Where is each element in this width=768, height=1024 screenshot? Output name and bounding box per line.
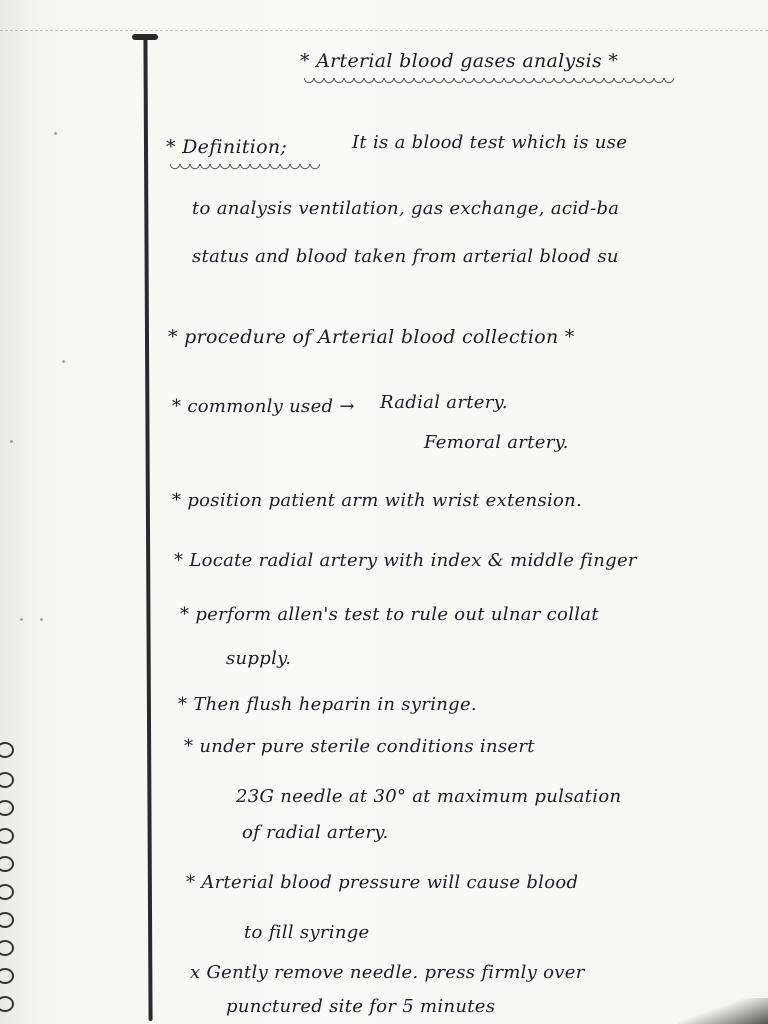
paper-speck <box>62 360 65 363</box>
spiral-binding-ring <box>0 996 14 1012</box>
step-2: * Locate radial artery with index & middle finger <box>174 550 637 571</box>
paper-speck <box>54 132 57 135</box>
step-5: * under pure sterile conditions insert <box>184 736 535 757</box>
step-6: * Arterial blood pressure will cause blood <box>186 872 579 893</box>
step-5-continued-2: of radial artery. <box>242 822 389 843</box>
step-3: * perform allen's test to rule out ulnar collat <box>180 604 599 625</box>
page-title: * Arterial blood gases analysis * <box>300 50 619 72</box>
spiral-binding-ring <box>0 940 14 956</box>
commonly-used-label: * commonly used → <box>172 396 355 417</box>
page-corner-shadow <box>678 998 768 1024</box>
spiral-binding-ring <box>0 800 14 816</box>
commonly-used-item-2: Femoral artery. <box>424 432 569 453</box>
step-6-continued: to fill syringe <box>244 922 370 943</box>
step-1: * position patient arm with wrist extension. <box>172 490 583 511</box>
step-4: * Then flush heparin in syringe. <box>178 694 477 715</box>
procedure-heading: * procedure of Arterial blood collection * <box>168 326 575 348</box>
paper-speck <box>20 618 23 621</box>
spiral-binding-ring <box>0 828 14 844</box>
page-top-edge <box>0 30 768 41</box>
step-3-continued: supply. <box>226 648 292 669</box>
paper-speck <box>10 440 13 443</box>
paper-speck <box>40 618 43 621</box>
spiral-binding-ring <box>0 772 14 788</box>
spiral-binding-ring <box>0 968 14 984</box>
spiral-binding-ring <box>0 742 14 758</box>
commonly-used-item-1: Radial artery. <box>380 392 508 413</box>
step-7: x Gently remove needle. press firmly over <box>190 962 585 983</box>
spiral-binding-ring <box>0 884 14 900</box>
step-5-continued: 23G needle at 30° at maximum pulsation <box>236 786 622 807</box>
spiral-binding-ring <box>0 856 14 872</box>
margin-line <box>143 36 152 1021</box>
definition-underline <box>170 164 320 174</box>
spiral-binding-ring <box>0 912 14 928</box>
title-underline <box>304 78 674 88</box>
step-7-continued: punctured site for 5 minutes <box>226 996 496 1017</box>
definition-line-1: It is a blood test which is use <box>352 132 628 153</box>
definition-line-2: to analysis ventilation, gas exchange, acid-ba <box>192 198 620 219</box>
definition-label: * Definition; <box>166 136 288 158</box>
definition-line-3: status and blood taken from arterial blood su <box>192 246 619 267</box>
